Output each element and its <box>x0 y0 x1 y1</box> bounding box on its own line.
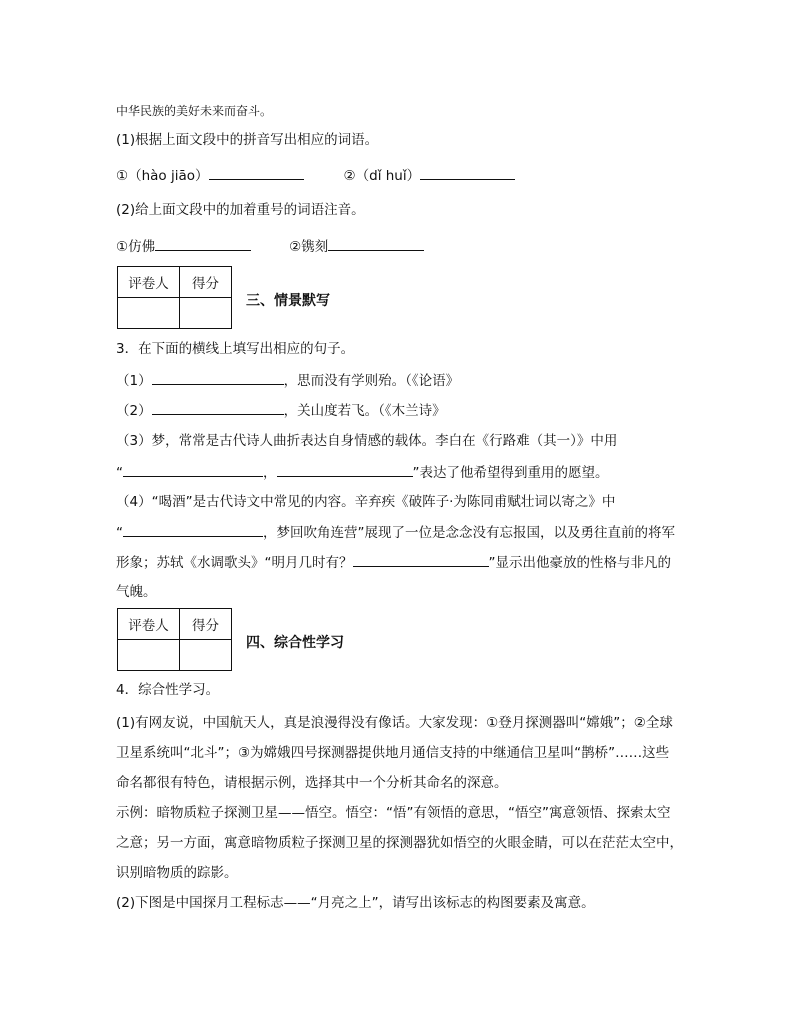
item3-answer-blank-2[interactable] <box>277 462 413 477</box>
reviewer-label: 评卷人 <box>118 267 180 298</box>
section4-p1-line2: 卫星系统叫“北斗”；③为嫦娥四号探测器提供地月通信支持的中继通信卫星叫“鹊桥”……这些 <box>116 745 670 761</box>
reviewer-label: 评卷人 <box>118 609 180 640</box>
item4-line3-head: 形象；苏轼《水调歌头》“明月几时有？ <box>116 555 353 571</box>
section3-item4-line2 <box>116 522 675 543</box>
section4-p1-line1: (1)有网友说，中国航天人，真是浪漫得没有像话。大家发现：①登月探测器叫“嫦娥”；②全球 <box>116 715 673 731</box>
section3-title: 三、情景默写 <box>246 293 330 309</box>
score-label: 得分 <box>180 609 232 640</box>
intro-line: 中华民族的美好未来而奋斗。 <box>116 104 273 118</box>
section4-example-line1: 示例：暗物质粒子探测卫星——悟空。悟空：“悟”有领悟的意思，“悟空”寓意领悟、探索太空 <box>116 805 671 821</box>
section3-item3-line1: （3）梦，常常是古代诗人曲折表达自身情感的载体。李白在《行路难（其一）》中用 <box>116 433 618 449</box>
item2-tail: ，关山度若飞。（《木兰诗》 <box>283 403 446 419</box>
section3-item4-line3 <box>116 552 671 573</box>
word-2-answer-blank[interactable] <box>328 236 424 251</box>
item1-number: （1） <box>116 373 152 389</box>
section4-question: 4．综合性学习。 <box>116 682 220 698</box>
section4-example-line2: 之意；另一方面，寓意暗物质粒子探测卫星的探测器犹如悟空的火眼金睛，可以在茫茫太空中， <box>116 835 683 851</box>
section4-p2-line1: (2)下图是中国探月工程标志——“月亮之上”，请写出该标志的构图要素及寓意。 <box>116 895 595 911</box>
item1-tail: ，思而没有学则殆。（《论语》 <box>283 373 460 389</box>
item4-answer-blank-2[interactable] <box>353 552 489 567</box>
section3-item3-line2 <box>116 462 609 483</box>
q1-part2-title: (2)给上面文段中的加着重号的词语注音。 <box>116 202 365 218</box>
word-1-answer-blank[interactable] <box>155 236 251 251</box>
section4-example-line3: 识别暗物质的踪影。 <box>116 865 238 881</box>
item4-answer-blank-1[interactable] <box>123 522 263 537</box>
section4-title: 四、综合性学习 <box>246 635 344 651</box>
section3-item4-line1: （4）“喝酒”是古代诗文中常见的内容。辛弃疾《破阵子·为陈同甫赋壮词以寄之》中 <box>116 494 616 510</box>
item4-line3-tail: ”显示出他豪放的性格与非凡的 <box>488 555 671 571</box>
section3-item1 <box>116 370 459 391</box>
score-box-section3 <box>117 266 232 329</box>
pinyin-row <box>116 165 515 186</box>
pinyin-2-answer-blank[interactable] <box>420 165 515 180</box>
item3-answer-blank-1[interactable] <box>123 462 263 477</box>
score-box-section4 <box>117 608 232 671</box>
score-label: 得分 <box>180 267 232 298</box>
word-1-label: ①仿佛 <box>116 239 156 255</box>
item1-answer-blank[interactable] <box>152 370 284 385</box>
section3-item4-line4: 气魄。 <box>116 584 157 600</box>
score-cell[interactable] <box>180 298 232 329</box>
pinyin-1-label: ①（hào jiāo） <box>116 168 209 184</box>
pinyin-2-label: ②（dǐ huǐ） <box>343 168 421 184</box>
annotation-row <box>116 236 424 257</box>
section4-p1-line3: 命名都很有特色，请根据示例，选择其中一个分析其命名的深意。 <box>116 775 508 791</box>
reviewer-cell[interactable] <box>118 640 180 671</box>
score-cell[interactable] <box>180 640 232 671</box>
q1-part1-title: (1)根据上面文段中的拼音写出相应的词语。 <box>116 132 379 148</box>
section3-item2 <box>116 400 446 421</box>
section3-question: 3．在下面的横线上填写出相应的句子。 <box>116 341 355 357</box>
pinyin-1-answer-blank[interactable] <box>209 165 304 180</box>
item3-open-quote: “ <box>116 465 123 481</box>
word-2-label: ②镌刻 <box>289 239 329 255</box>
reviewer-cell[interactable] <box>118 298 180 329</box>
item4-open-quote: “ <box>116 525 123 541</box>
item3-tail: ”表达了他希望得到重用的愿望。 <box>412 465 609 481</box>
item4-line2-tail: ，梦回吹角连营”展现了一位是念念没有忘报国，以及勇往直前的将军 <box>263 525 675 541</box>
item2-answer-blank[interactable] <box>152 400 284 415</box>
item3-comma: ， <box>263 465 277 481</box>
item2-number: （2） <box>116 403 152 419</box>
